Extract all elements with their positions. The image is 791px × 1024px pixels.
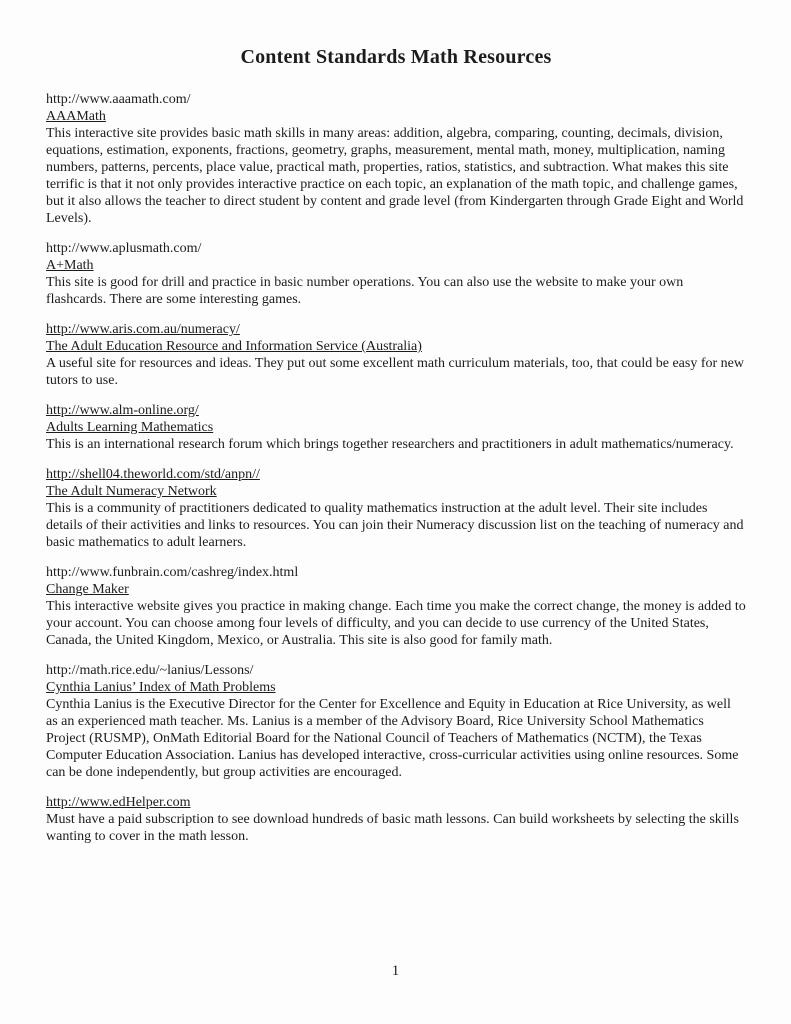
resource-entry bbox=[46, 794, 746, 845]
resource-description: This interactive website gives you practice in making change. Each time you make the correct change, the money is added to your account. You can choose among four levels of difficulty, and you can decide to use currency of the United States, Canada, the United Kingdom, Mexico, or Australia. This site is also good for family math. bbox=[46, 599, 746, 648]
resource-url-link[interactable]: http://www.alm-online.org/ bbox=[46, 403, 199, 418]
resource-url-link[interactable]: http://www.aaamath.com/ bbox=[46, 92, 191, 107]
page-title: Content Standards Math Resources bbox=[240, 46, 552, 68]
resource-entry bbox=[46, 402, 746, 453]
resource-title-link[interactable]: A+Math bbox=[46, 258, 94, 273]
resource-url-link[interactable]: http://www.aris.com.au/numeracy/ bbox=[46, 322, 240, 337]
resource-description: This site is good for drill and practice in basic number operations. You can also use the website to make your own flashcards. There are some interesting games. bbox=[46, 275, 684, 307]
resource-description: This is a community of practitioners dedicated to quality mathematics instruction at the adult level. Their site includes details of their activities and links to resources. You can join their Numeracy discussion list on the teaching of numeracy and basic mathematics to adult learners. bbox=[46, 501, 744, 550]
resource-entry bbox=[46, 564, 746, 649]
resource-entry bbox=[46, 321, 746, 389]
resource-description: This interactive site provides basic math skills in many areas: addition, algebra, comparing, counting, decimals, division, equations, estimation, exponents, fractions, geometry, graphs, measurement, mental math, money, multiplication, naming numbers, patterns, percents, place value, practical math, properties, ratios, statistics, and subtraction. What makes this site terrific is that it not only provides interactive practice on each topic, an explanation of the math topic, and challenge games, but it also allows the teacher to direct student by content and grade level (from Kindergarten through Grade Eight and World Levels). bbox=[46, 126, 744, 226]
page-number: 1 bbox=[391, 963, 400, 979]
resource-title-link[interactable]: Cynthia Lanius’ Index of Math Problems bbox=[46, 680, 276, 695]
resource-entry bbox=[46, 662, 746, 781]
resource-description: A useful site for resources and ideas. They put out some excellent math curriculum materials, too, that could be easy for new tutors to use. bbox=[46, 356, 744, 388]
resource-url-link[interactable]: http://www.aplusmath.com/ bbox=[46, 241, 202, 256]
resource-entry bbox=[46, 466, 746, 551]
resource-title-link[interactable]: Change Maker bbox=[46, 582, 129, 597]
resource-title-link[interactable]: The Adult Education Resource and Information Service (Australia) bbox=[46, 339, 422, 354]
resource-title-link[interactable]: The Adult Numeracy Network bbox=[46, 484, 217, 499]
resource-description: Must have a paid subscription to see download hundreds of basic math lessons. Can build worksheets by selecting the skills wanting to cover in the math lesson. bbox=[46, 812, 739, 844]
resource-url-link[interactable]: http://www.funbrain.com/cashreg/index.html bbox=[46, 565, 299, 580]
resource-entry bbox=[46, 240, 746, 308]
resource-description: This is an international research forum which brings together researchers and practitioners in adult mathematics/numeracy. bbox=[46, 437, 734, 452]
resource-url-link[interactable]: http://math.rice.edu/~lanius/Lessons/ bbox=[46, 663, 254, 678]
resource-title-link[interactable]: Adults Learning Mathematics bbox=[46, 420, 214, 435]
resource-url-link[interactable]: http://shell04.theworld.com/std/anpn// bbox=[46, 467, 260, 482]
resource-url-link[interactable]: http://www.edHelper.com bbox=[46, 795, 191, 810]
resource-entry bbox=[46, 91, 746, 227]
resource-title-link[interactable]: AAAMath bbox=[46, 109, 106, 124]
resource-description: Cynthia Lanius is the Executive Director for the Center for Excellence and Equity in Education at Rice University, as well as an experienced math teacher. Ms. Lanius is a member of the Advisory Board, Rice University School Mathematics Project (RUSMP), OnMath Editorial Board for the National Council of Teachers of Mathematics (NCTM), the Texas Computer Education Association. Lanius has developed interactive, cross-curricular activities using online resources. Some can be done independently, but group activities are encouraged. bbox=[46, 697, 739, 780]
